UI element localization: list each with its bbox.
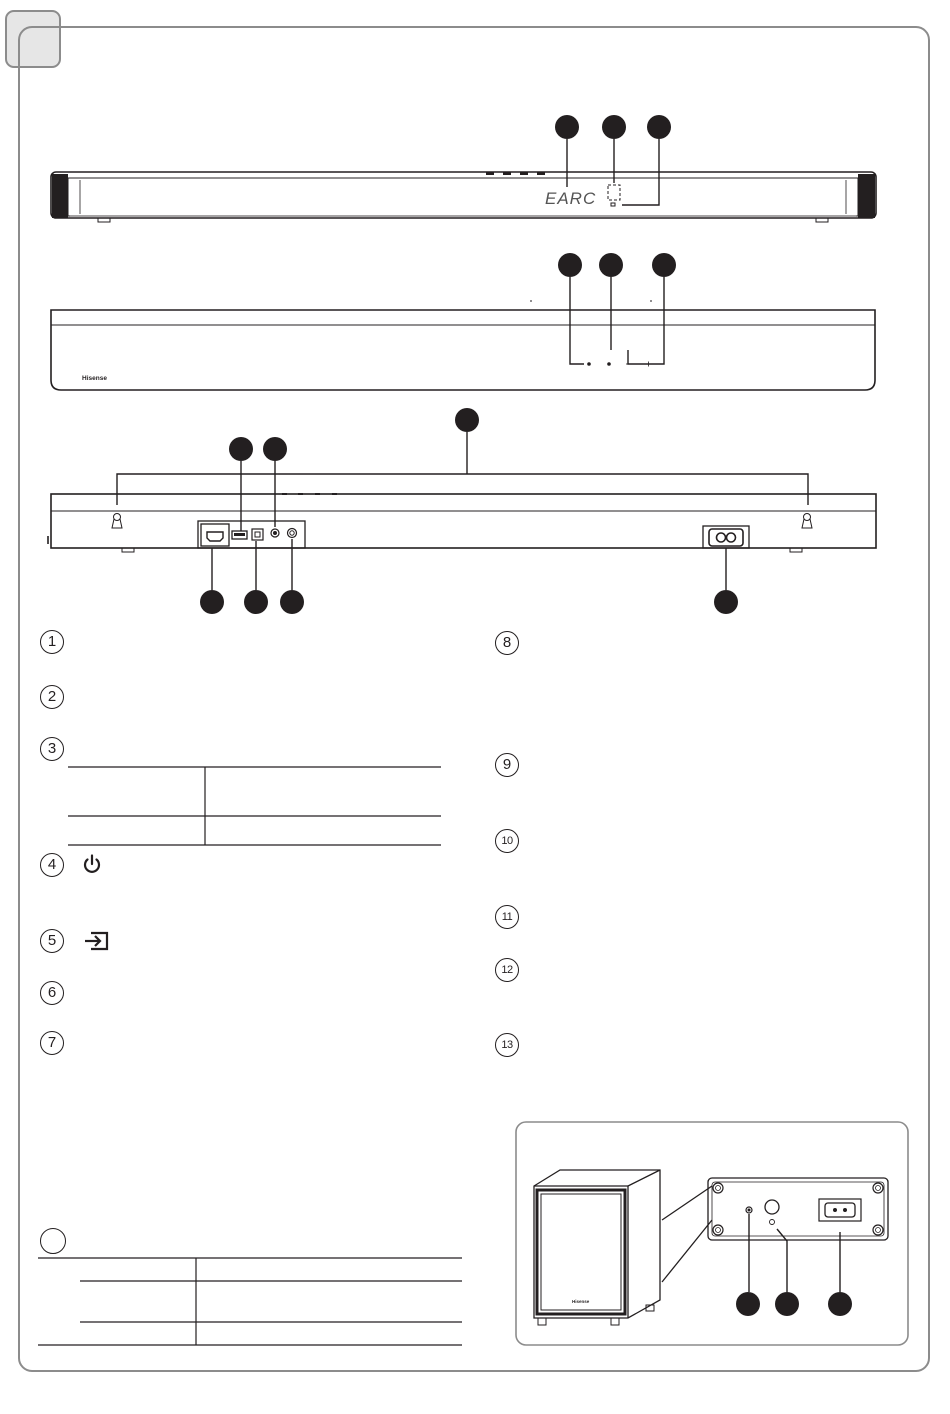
callout-dot [714, 590, 738, 614]
item-number-9: 9 [495, 753, 519, 777]
hdmi-port-icon [207, 532, 223, 541]
pair-led-icon [765, 1200, 779, 1225]
item-number-10: 10 [495, 829, 519, 853]
callout-dot [200, 590, 224, 614]
wall-mount-keyhole-icon [802, 514, 812, 529]
item-number-11: 11 [495, 905, 519, 929]
callout-dot [558, 253, 582, 277]
callout-dot [455, 408, 479, 432]
soundbar-front-view [51, 172, 876, 222]
callout-dot [828, 1292, 852, 1316]
section-marker-circle [40, 1228, 66, 1254]
soundbar-back-view [48, 493, 876, 552]
callout-dot [555, 115, 579, 139]
item-number-2: 2 [40, 685, 64, 709]
subwoofer-callout-dots [736, 1292, 852, 1316]
wall-mount-keyhole-icon [112, 514, 122, 529]
item-number-13: 13 [495, 1033, 519, 1057]
callout-dot [244, 590, 268, 614]
coax-jack-icon [288, 529, 297, 538]
aux-jack-icon [271, 529, 279, 537]
item-number-3: 3 [40, 737, 64, 761]
subwoofer-led-table [38, 1258, 462, 1345]
pair-button-icon [746, 1207, 752, 1213]
display-text-earc: EARC [545, 189, 597, 208]
callout-dot [280, 590, 304, 614]
item-number-4: 4 [40, 853, 64, 877]
callout-dot [652, 253, 676, 277]
item-number-5: 5 [40, 929, 64, 953]
item-number-6: 6 [40, 981, 64, 1005]
item-number-1: 1 [40, 630, 64, 654]
brand-logo: Hisense [82, 375, 107, 382]
top-leaders [570, 277, 664, 364]
callout-dot [736, 1292, 760, 1316]
usb-port-icon [232, 531, 247, 539]
callout-dot [263, 437, 287, 461]
item-number-7: 7 [40, 1031, 64, 1055]
callout-dot [775, 1292, 799, 1316]
callout-dot [647, 115, 671, 139]
subwoofer-logo: Hisense [572, 1299, 590, 1304]
indicator-table [68, 767, 441, 845]
ac-power-inlet-icon [709, 529, 743, 546]
item-number-12: 12 [495, 958, 519, 982]
item-number-8: 8 [495, 631, 519, 655]
power-icon [80, 853, 104, 877]
callout-dot [599, 253, 623, 277]
soundbar-top-view [51, 300, 875, 390]
top-callout-dots [558, 253, 676, 277]
subwoofer-leaders [749, 1214, 840, 1292]
callout-dot [602, 115, 626, 139]
optical-port-icon [252, 529, 263, 540]
input-source-icon [83, 929, 111, 953]
front-callout-dots [555, 115, 671, 139]
callout-dot [229, 437, 253, 461]
ac-power-inlet-icon [819, 1199, 861, 1221]
